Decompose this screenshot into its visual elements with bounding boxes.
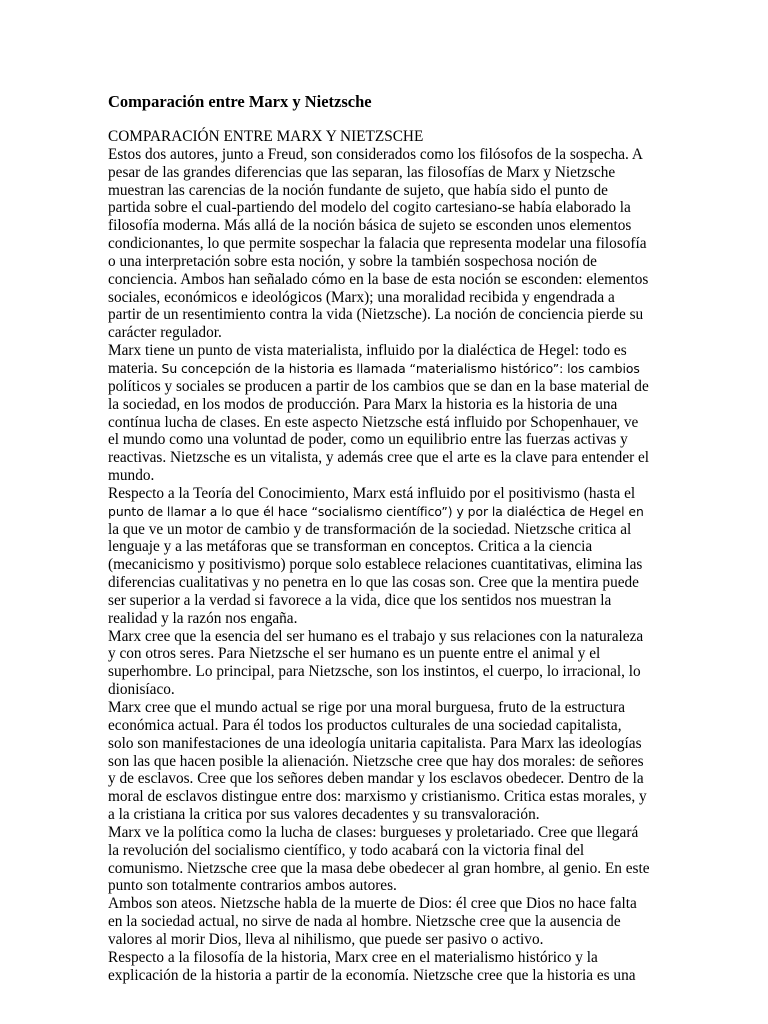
- text-segment: sociales, económicos e ideológicos (Marx); una moralidad recibida y engendrada a: [108, 288, 615, 306]
- text-segment: la revolución del socialismo científico, y todo acabará con la victoria final del: [108, 841, 585, 859]
- text-line: [108, 860, 668, 878]
- text-line: [108, 806, 668, 824]
- text-line: [108, 271, 668, 289]
- text-segment: pesar de las grandes diferencias que las separan, las filosofías de Marx y Nietzsche: [108, 163, 616, 181]
- text-line: [108, 788, 668, 806]
- text-line: [108, 217, 668, 235]
- text-segment: lenguaje y a las metáforas que se transforman en conceptos. Critica a la ciencia: [108, 538, 593, 556]
- text-line: [108, 931, 668, 949]
- text-segment: o una interpretación sobre esta noción, y sobre la también sospechosa noción de: [108, 252, 597, 270]
- text-segment: solo son manifestaciones de una ideología unitaria capitalista. Para Marx las ideologías: [108, 734, 642, 752]
- text-segment: conciencia. Ambos han señalado cómo en la base de esta noción se esconden: elementos: [108, 270, 649, 288]
- text-segment: punto son totalmente contrarios ambos autores.: [108, 877, 397, 895]
- text-segment: Ambos son ateos. Nietzsche habla de la muerte de Dios: él cree que Dios no hace falta: [108, 895, 637, 913]
- text-line: [108, 574, 668, 592]
- text-segment: el mundo como una voluntad de poder, como un equilibrio entre las fuerzas activas y: [108, 431, 628, 449]
- text-line: [108, 182, 668, 200]
- text-line: [108, 146, 668, 164]
- text-line: [108, 753, 668, 771]
- text-segment: son las que hacen posible la alienación. Nietzsche cree que hay dos morales: de señores: [108, 752, 644, 770]
- text-line: [108, 503, 668, 521]
- text-segment-alt-font: punto de llamar a lo que él hace “socialismo científico”) y por la dialéctica de Hegel en: [108, 503, 644, 519]
- text-segment: y de esclavos. Cree que los señores deben mandar y los esclavos obedecer. Dentro de la: [108, 770, 644, 788]
- text-line: [108, 877, 668, 895]
- text-segment: filosofía moderna. Más allá de la noción básica de sujeto se esconden unos elementos: [108, 217, 632, 235]
- text-line: [108, 306, 668, 324]
- text-segment: ser superior a la verdad si favorece a la vida, dice que los sentidos nos muestran la: [108, 591, 612, 609]
- text-segment: Respecto a la filosofía de la historia, Marx cree en el materialismo histórico y la: [108, 948, 598, 966]
- document-body: [108, 128, 668, 985]
- text-line: [108, 895, 668, 913]
- text-segment: partir de un resentimiento contra la vida (Nietzsche). La noción de conciencia pierde su: [108, 306, 644, 324]
- text-segment: COMPARACIÓN ENTRE MARX Y NIETZSCHE: [108, 128, 424, 145]
- text-segment: comunismo. Nietzsche cree que la masa debe obedecer al gran hombre, al genio. En este: [108, 859, 650, 877]
- text-line: [108, 235, 668, 253]
- text-line: [108, 467, 668, 485]
- text-line: [108, 378, 668, 396]
- text-segment: valores al morir Dios, lleva al nihilismo, que puede ser pasivo o activo.: [108, 930, 544, 948]
- text-line: [108, 396, 668, 414]
- text-segment: moral de esclavos distingue entre dos: marxismo y cristianismo. Critica estas morales, y: [108, 788, 647, 806]
- text-line: [108, 414, 668, 432]
- text-line: [108, 842, 668, 860]
- text-segment: contínua lucha de clases. En este aspecto Nietzsche está influido por Schopenhauer, ve: [108, 413, 639, 431]
- text-segment: diferencias cualitativas y no penetra en lo que las cosas son. Cree que la mentira puede: [108, 574, 639, 592]
- text-segment: superhombre. Lo principal, para Nietzsche, son los instintos, el cuerpo, lo irracional, lo: [108, 663, 641, 681]
- text-line: [108, 431, 668, 449]
- text-segment: económica actual. Para él todos los productos culturales de una sociedad capitalista,: [108, 716, 622, 734]
- text-segment: la sociedad, en los modos de producción. Para Marx la historia es la historia de una: [108, 395, 618, 413]
- text-segment: mundo.: [108, 467, 155, 485]
- text-segment: Respecto a la Teoría del Conocimiento, Marx está influido por el positivismo (hasta el: [108, 484, 636, 502]
- text-segment: Marx cree que el mundo actual se rige por una moral burguesa, fruto de la estructura: [108, 699, 626, 716]
- text-segment: (mecanicismo y positivismo) porque solo establece relaciones cuantitativas, elimina las: [108, 556, 643, 574]
- text-line: [108, 717, 668, 735]
- text-segment: carácter regulador.: [108, 324, 222, 342]
- text-line: [108, 770, 668, 788]
- text-segment: a la cristiana la critica por sus valores decadentes y su transvaloración.: [108, 806, 540, 824]
- text-line: [108, 663, 668, 681]
- text-line: [108, 324, 668, 342]
- text-line: [108, 592, 668, 610]
- text-line: [108, 681, 668, 699]
- text-segment: realidad y la razón nos engaña.: [108, 609, 298, 627]
- text-segment: dionisíaco.: [108, 681, 175, 699]
- text-line: [108, 628, 668, 646]
- text-line: [108, 485, 668, 503]
- text-line: [108, 645, 668, 663]
- document-title: Comparación entre Marx y Nietzsche: [108, 92, 372, 111]
- text-segment: Marx tiene un punto de vista materialista, influido por la dialéctica de Hegel: todo es: [108, 342, 627, 360]
- text-segment: explicación de la historia a partir de la economía. Nietzsche cree que la historia es una: [108, 966, 636, 984]
- text-line: [108, 360, 668, 378]
- text-line: [108, 253, 668, 271]
- text-segment: Marx ve la política como la lucha de clases: burgueses y proletariado. Cree que llegará: [108, 823, 639, 841]
- text-segment: en la sociedad actual, no sirve de nada al hombre. Nietzsche cree que la ausencia de: [108, 913, 621, 931]
- text-segment: políticos y sociales se producen a partir de los cambios que se dan en la base material de: [108, 377, 649, 395]
- text-line: [108, 449, 668, 467]
- text-line: [108, 289, 668, 307]
- text-segment: condicionantes, lo que permite sospechar la falacia que representa modelar una filosofía: [108, 235, 647, 253]
- text-segment: y con otros seres. Para Nietzsche el ser humano es un puente entre el animal y el: [108, 645, 601, 663]
- text-line: [108, 967, 668, 985]
- text-segment: partida sobre el cual-partiendo del modelo del cogito cartesiano-se había elaborado la: [108, 199, 631, 217]
- text-segment-alt-font: Su concepción de la historia es llamada “materialismo histórico”: los cambios: [161, 360, 640, 376]
- text-line: [108, 735, 668, 753]
- text-line: [108, 164, 668, 182]
- text-segment: Marx cree que la esencia del ser humano es el trabajo y sus relaciones con la naturaleza: [108, 627, 644, 645]
- text-line: [108, 342, 668, 360]
- text-line: [108, 824, 668, 842]
- text-segment: reactivas. Nietzsche es un vitalista, y además cree que el arte es la clave para entender el: [108, 449, 650, 467]
- text-line: [108, 610, 668, 628]
- text-segment: Estos dos autores, junto a Freud, son considerados como los filósofos de la sospecha. A: [108, 145, 643, 163]
- text-line: [108, 128, 668, 146]
- text-line: [108, 949, 668, 967]
- text-line: [108, 521, 668, 539]
- text-segment: materia.: [108, 359, 162, 377]
- text-segment: la que ve un motor de cambio y de transformación de la sociedad. Nietzsche critica al: [108, 520, 632, 538]
- text-segment: muestran las carencias de la noción fundante de sujeto, que había sido el punto de: [108, 181, 608, 199]
- text-line: [108, 699, 668, 717]
- text-line: [108, 538, 668, 556]
- text-line: [108, 913, 668, 931]
- text-line: [108, 199, 668, 217]
- text-line: [108, 556, 668, 574]
